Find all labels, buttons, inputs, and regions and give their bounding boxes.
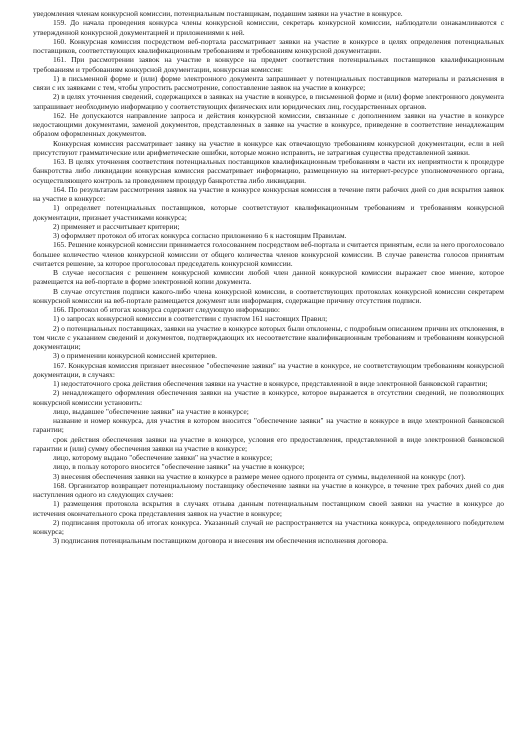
paragraph-167-subitem-3: срок действия обеспечения заявки на участие в конкурсе, условия его предоставления, представленной в виде электронной банковской гарантии и (или) сумму обеспечения заявки на участие в конкурсе; <box>33 434 504 453</box>
paragraph-162-part-2: Конкурсная комиссия рассматривает заявку на участие в конкурсе как отвечающую требованиям конкурсной документации, если в ней присутствуют грамматические или арифметические ошибки, которые можно исправить, не затрагивая существа представленной заявки. <box>33 138 504 157</box>
paragraph-168-item-3: 3) подписания потенциальным поставщиком договора и внесения им обеспечения исполнения договора. <box>53 536 388 546</box>
paragraph-167-item-1: 1) недостаточного срока действия обеспечения заявки на участие в конкурсе, представленной в виде электронной банковской гарантии; <box>53 379 488 388</box>
paragraph-168-item-2: 2) подписания протокола об итогах конкурса. Указанный случай не распространяется на участника конкурса, определенного победителем конкурса; <box>33 517 504 536</box>
paragraph-161-item-2: 2) в целях уточнения сведений, содержащихся в заявках на участие в конкурсе, в письменной форме и (или) форме электронного документа запрашивает необходимую информацию у соответствующих физических или юридических лиц, государственных органов. <box>33 92 504 111</box>
paragraph-161: 161. При рассмотрении заявок на участие в конкурсе на предмет соответствия потенциальных поставщиков квалификационным требованиям и требованиям конкурсной документации, конкурсная комиссия: <box>33 55 504 74</box>
paragraph-165: 165. Решение конкурсной комиссии принимается голосованием посредством веб-портала и считается принятым, если за него проголосовало большее количество членов конкурсной комиссии от общего количества членов конкурсной комиссии. В случае равенства голосов принятым считается решение, за которое проголосовал председатель конкурсной комиссии. <box>33 240 504 268</box>
paragraph-167-item-3: 3) внесения обеспечения заявки на участие в конкурсе в размере менее одного процента от суммы, выделенной на конкурс (лот). <box>53 471 466 481</box>
paragraph-166-item-1: 1) о запросах конкурсной комиссии в соответствии с пунктом 161 настоящих Правил; <box>53 314 328 324</box>
paragraph-165-part-2: В случае несогласия с решением конкурсной комиссии любой член данной конкурсной комиссии выражает свое мнение, которое размещается на веб-портале в форме электронной копии документа. <box>33 268 504 287</box>
paragraph-164: 164. По результатам рассмотрения заявок на участие в конкурсе конкурсная комиссия в течение пяти рабочих дней со дня вскрытия заявок на участие в конкурсе: <box>33 184 504 203</box>
paragraph-164-item-3: 3) оформляет протокол об итогах конкурса согласно приложению 6 к настоящим Правилам. <box>53 231 347 240</box>
paragraph-166-item-3: 3) о применении конкурсной комиссией критериев. <box>53 351 217 361</box>
paragraph-166: 166. Протокол об итогах конкурса содержит следующую информацию: <box>53 305 280 314</box>
paragraph-167-subitem-2: название и номер конкурса, для участия в котором вносится "обеспечение заявки" на участие в конкурсе в виде электронной банковской гарантии; <box>33 416 504 435</box>
paragraph-168-item-1: 1) размещения протокола вскрытия в случаях отзыва данным потенциальным поставщиком своей заявки на участие в конкурсе до истечения окончательного срока представления заявок на участие в конкурсе; <box>33 499 504 518</box>
paragraph-167-subitem-1: лицо, выдавшее "обеспечение заявки" на участие в конкурсе; <box>53 406 249 416</box>
paragraph-167: 167. Конкурсная комиссия признает внесенное "обеспечение заявки" на участие в конкурсе, не соответствующим требованиям конкурсной документации, в случаях: <box>33 360 504 379</box>
paragraph-167-item-2: 2) ненадлежащего оформления обеспечения заявки на участие в конкурсе, которое выражается в отсутствии сведений, не позволяющих конкурсной комиссии установить: <box>33 388 504 407</box>
paragraph-159: 159. До начала проведения конкурса члены конкурсной комиссии, секретарь конкурсной комиссии, наблюдатели ознакамливаются с утвержденной конкурсной документацией и приложениями к ней. <box>33 18 504 37</box>
paragraph-165-part-3: В случае отсутствия подписи какого-либо члена конкурсной комиссии, в соответствующих протоколах конкурсной комиссии секретарем конкурсной комиссии на веб-портале размещается документ или информация, содержащие причину отсутствия подписи. <box>33 286 504 305</box>
paragraph-166-item-2: 2) о потенциальных поставщиках, заявки на участие в конкурсе которых были отклонены, с подробным описанием причин их отклонения, в том числе с указанием сведений и документов, подтверждающих их несоответствие квалификационным требованиям и требованиям конкурсной документации; <box>33 323 504 351</box>
paragraph-168: 168. Организатор возвращает потенциальному поставщику обеспечение заявки на участие в конкурсе, в течение трех рабочих дней со дня наступления одного из следующих случаев: <box>33 480 504 499</box>
paragraph-167-subitem-4: лицо, которому выдано "обеспечение заявки" на участие в конкурсе; <box>53 453 273 462</box>
paragraph-164-item-2: 2) применяет и рассчитывает критерии; <box>53 221 180 231</box>
paragraph-continuation: уведомления членам конкурсной комиссии, потенциальным поставщикам, подавшим заявки на участие в конкурсе. <box>33 9 403 18</box>
paragraph-162: 162. Не допускаются направление запроса и действия конкурсной комиссии, связанные с дополнением заявки на участие в конкурсе недостающими документами, заменой документов, представленных в заявке на участие в конкурсе, приведение в соответствие ненадлежащим образом оформленных документов. <box>33 110 504 139</box>
paragraph-163: 163. В целях уточнения соответствия потенциальных поставщиков квалификационным требованиям в части их неприятности к процедуре банкротства либо ликвидации конкурсная комиссия рассматривает информацию, размещенную на интернет-ресурсе уполномоченного органа, осуществляющего контроль за проведением процедур банкротства либо ликвидации. <box>33 157 504 185</box>
paragraph-161-item-1: 1) в письменной форме и (или) форме электронного документа запрашивает у потенциальных поставщиков материалы и разъяснения в связи с их заявками с тем, чтобы упростить рассмотрение, сопоставление заявок на участие в конкурсе; <box>33 73 504 92</box>
paragraph-164-item-1: 1) определяет потенциальных поставщиков, которые соответствуют квалификационным требованиям и требованиям конкурсной документации, признает участниками конкурса; <box>33 203 504 222</box>
paragraph-160: 160. Конкурсная комиссия посредством веб-портала рассматривает заявки на участие в конкурсе в целях определения потенциальных поставщиков, соответствующих квалификационным требованиям и требованиям конкурсной документации. <box>33 36 504 55</box>
paragraph-167-subitem-5: лицо, в пользу которого вносится "обеспечение заявки" на участие в конкурсе; <box>53 462 305 472</box>
